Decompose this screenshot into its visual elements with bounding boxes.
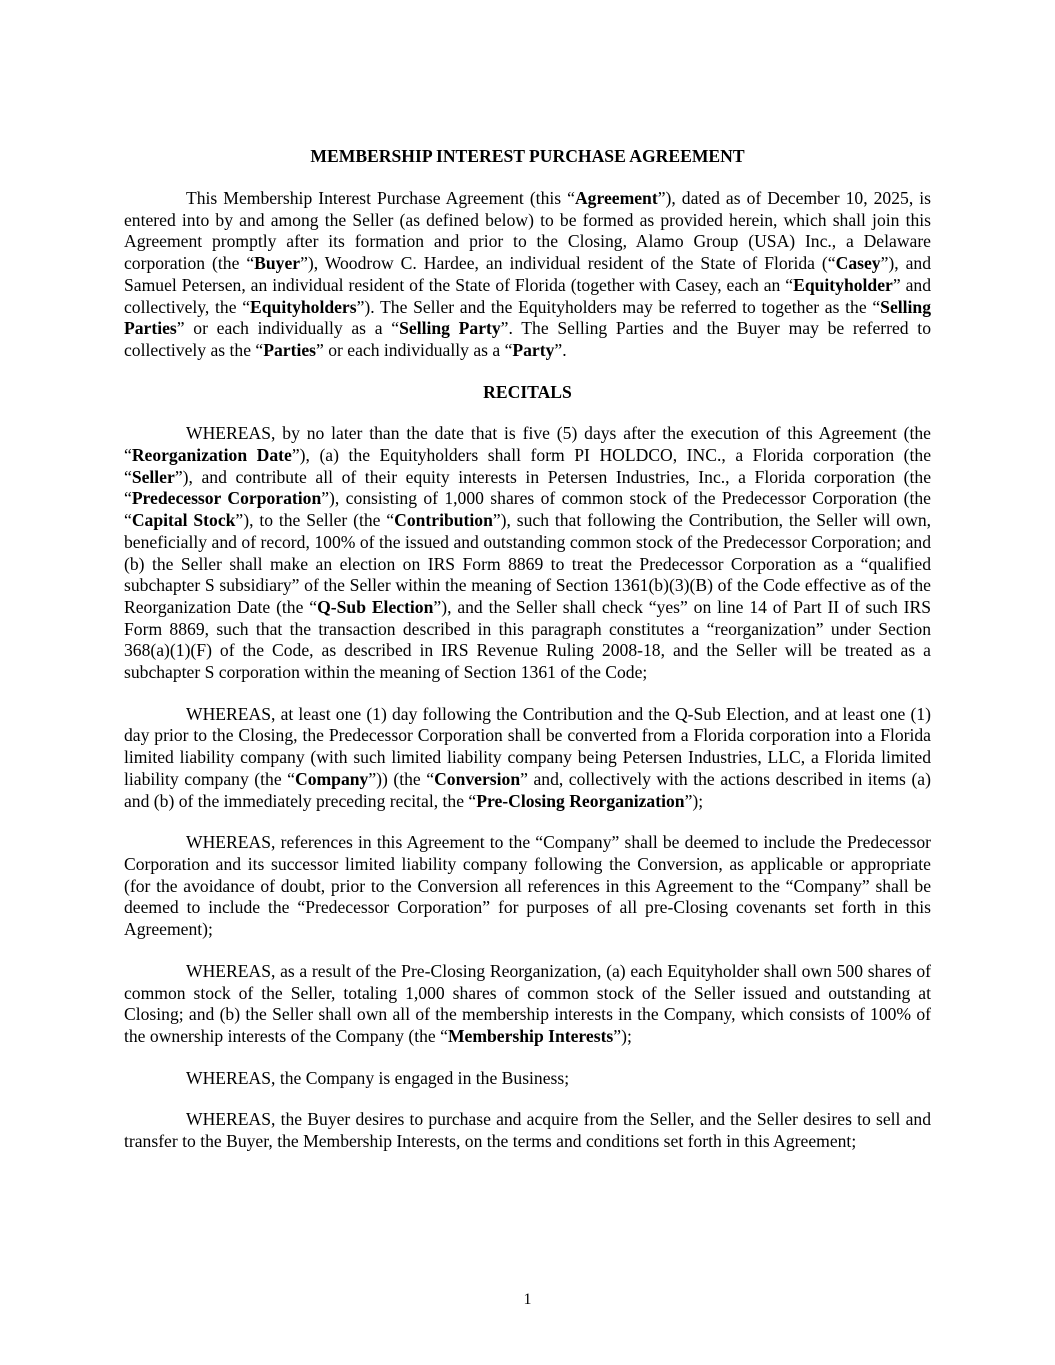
recital-text: WHEREAS, the Buyer desires to purchase and acquire from the Seller, and the Seller desires to sell and transfer to the Buyer, the Membership Interests, on the terms and conditions set forth in this Agreement; [124,1109,931,1152]
recital-paragraph-5 [124,1068,931,1090]
recital-paragraph-6 [124,1109,931,1152]
defined-term-equityholders: Equityholders [250,296,357,317]
recital-text: WHEREAS, as a result of the Pre-Closing Reorganization, (a) each Equityholder shall own 500 shares of common stock of the Seller, totaling 1,000 shares of common stock of the Seller issued and outstanding at Closing; and (b) the Seller shall own all of the membership interests in the Company, which consists of 100% of the ownership interests of the Company (the “ [124,960,931,1046]
defined-term-agreement: Agreement [574,188,658,208]
intro-text: ”), and Samuel Petersen, an individual resident of the State of Florida (together with Casey, each an “ [124,253,931,295]
defined-term-selling-parties: Selling Parties [124,296,931,339]
intro-text: ”), dated as of December 10, 2025, is entered into by and among the Seller (as defined below) to be formed as provided herein, which shall join this Agreement promptly after its formation and prior to the Closing, Alamo Group (USA) Inc., a Delaware corporation (the “ [124,188,931,274]
defined-term-equityholder: Equityholder [793,274,893,295]
defined-term-buyer: Buyer [254,253,301,274]
defined-term-casey: Casey [835,253,881,274]
intro-text: This Membership Interest Purchase Agreement (this “ [186,188,575,208]
recital-text: ”); [613,1025,632,1046]
defined-term-seller: Seller [131,466,175,487]
recital-paragraph-2 [124,704,931,813]
intro-text: ”). The Seller and the Equityholders may be referred to together as the “ [356,296,881,317]
defined-term-conversion: Conversion [434,768,521,789]
intro-text: ” and collectively, the “ [124,274,931,317]
intro-text: ” or each individually as a “ [316,339,513,360]
recitals-heading: RECITALS [483,381,572,402]
defined-term-company: Company [295,768,369,789]
defined-term-pre-closing-reorganization: Pre-Closing Reorganization [476,790,685,811]
recital-text: WHEREAS, the Company is engaged in the Business; [186,1067,570,1088]
recital-text: ”), and contribute all of their equity interests in Petersen Industries, Inc., a Florida corporation (the “ [124,466,931,509]
defined-term-reorganization-date: Reorganization Date [131,445,292,466]
recital-text: WHEREAS, by no later than the date that is five (5) days after the execution of this Agreement (the “ [124,423,931,466]
recital-text: ”), to the Seller (the “ [235,510,395,531]
recital-text: ”), (a) the Equityholders shall form PI HOLDCO, INC., a Florida corporation (the “ [124,445,932,487]
recital-text: WHEREAS, at least one (1) day following the Contribution and the Q-Sub Election, and at least one (1) day prior to the Closing, the Predecessor Corporation shall be converted from a Florida corporation into a Florida limited liability company (with such limited liability company being Petersen Industries, LLC, a Florida limited liability company (the “ [124,703,931,789]
recital-paragraph-3 [124,832,931,941]
defined-term-selling-party: Selling Party [399,318,501,339]
recital-paragraph-4 [124,961,931,1048]
intro-text: ”), Woodrow C. Hardee, an individual resident of the State of Florida (“ [300,253,836,274]
recital-paragraph-1 [124,423,931,683]
defined-term-parties: Parties [263,339,316,360]
document-page [124,146,931,1153]
recital-text: ”), and the Seller shall check “yes” on line 14 of Part II of such IRS Form 8869, such that the transaction described in this paragraph constitutes a “reorganization” under Section 368(a)(1)(F) of the Code, as described in IRS Revenue Ruling 2008-18, and the Seller will be treated as a subchapter S corporation within the meaning of Section 1361 of the Code; [124,596,931,683]
recital-text: ”), such that following the Contribution, the Seller will own, beneficially and of record, 100% of the issued and outstanding common stock of the Predecessor Corporation; and (b) the Seller shall make an election on IRS Form 8869 to treat the Predecessor Corporation as a “qualified subchapter S subsidiary” of the Seller within the meaning of Section 1361(b)(3)(B) of the Code effective as of the Reorganization Date (the “ [124,510,932,617]
recital-text: WHEREAS, references in this Agreement to the “Company” shall be deemed to include the Predecessor Corporation and its successor limited liability company following the Conversion, as applicable or appropriate (for the avoidance of doubt, prior to the Conversion all references in this Agreement to the “Company” shall be deemed to include the “Predecessor Corporation” for purposes of all pre-Closing covenants set forth in this Agreement); [124,832,931,940]
page-number: 1 [523,1291,532,1308]
recital-text: ”)) (the “ [368,768,435,789]
defined-term-membership-interests: Membership Interests [447,1025,614,1046]
recital-text: ”); [684,790,704,811]
defined-term-contribution: Contribution [394,510,493,531]
defined-term-predecessor-corporation: Predecessor Corporation [131,488,322,509]
recital-text: ” and, collectively with the actions described in items (a) and (b) of the immediately preceding recital, the “ [124,768,931,811]
defined-term-party: Party [512,339,555,360]
defined-term-capital-stock: Capital Stock [131,510,236,531]
defined-term-q-sub-election: Q-Sub Election [317,596,434,617]
recital-text: ”), consisting of 1,000 shares of common stock of the Predecessor Corporation (the “ [124,488,931,531]
intro-text: ”. The Selling Parties and the Buyer may be referred to collectively as the “ [124,318,931,360]
intro-text: ” or each individually as a “ [176,318,400,339]
intro-text: ”. [554,339,567,360]
intro-paragraph [124,188,931,362]
document-title: MEMBERSHIP INTEREST PURCHASE AGREEMENT [310,146,745,166]
